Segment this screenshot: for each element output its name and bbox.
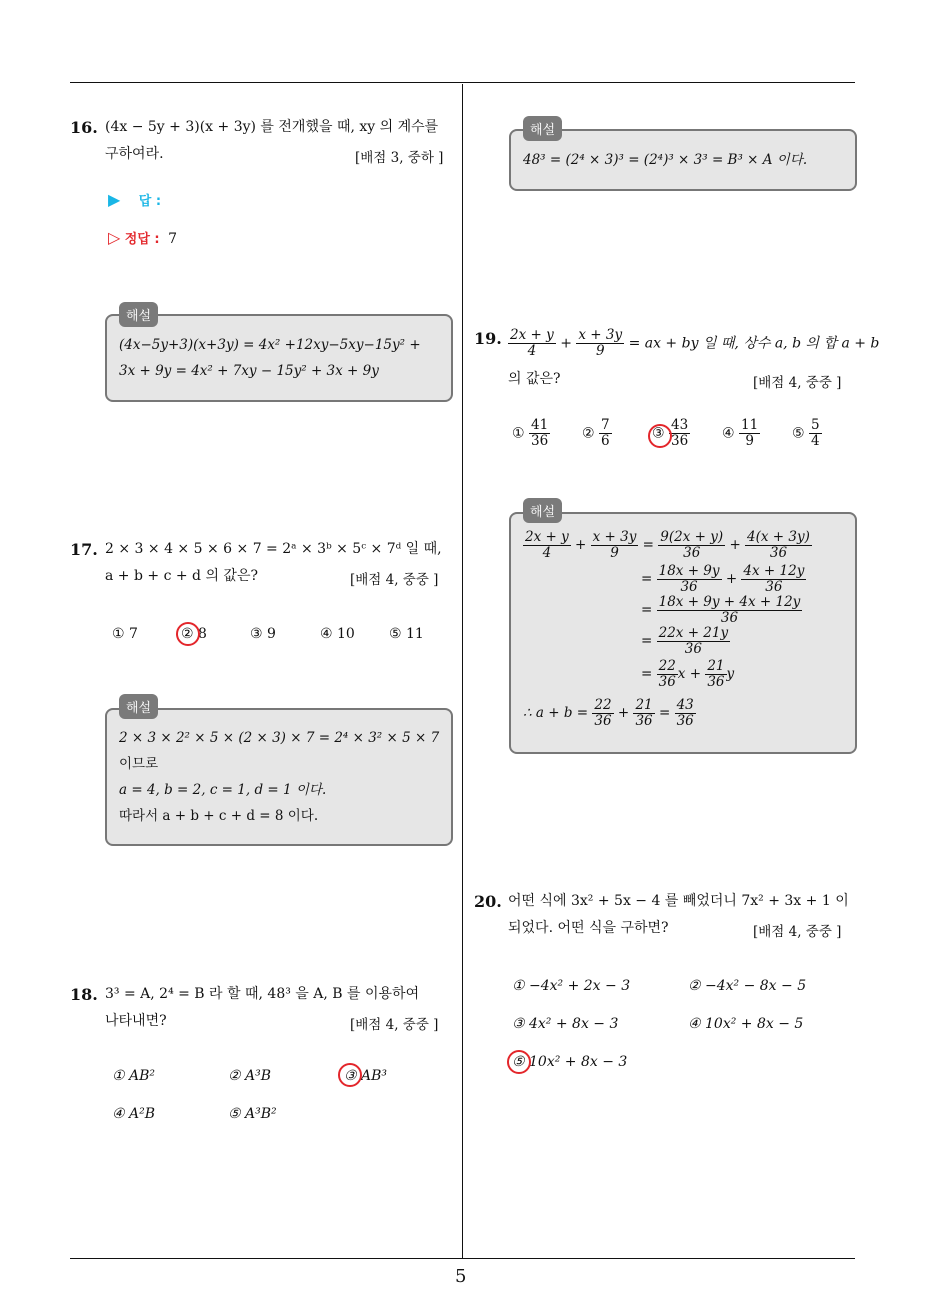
solution-16-line2: 3x + 9y = 4x² + 7xy − 15y² + 3x + 9y — [119, 363, 379, 379]
solution-tag-17: 해설 — [119, 694, 158, 719]
choice-18-5[interactable]: ⑤ A³B² — [228, 1106, 277, 1122]
choice-19-1[interactable]: ① $\frac{41}{36}$ — [512, 417, 549, 449]
question-18-line2: 나타내면? — [105, 1013, 167, 1029]
question-number-16: 16. — [70, 118, 98, 137]
choices-19 — [512, 418, 842, 449]
solution-19-line3: = $\frac{18x + 9y + 4x + 12y}{36}$ — [641, 594, 801, 626]
outline-play-icon: ▷ — [108, 228, 121, 247]
question-number-19: 19. — [474, 329, 502, 348]
solution-tag-18: 해설 — [523, 116, 562, 141]
choice-18-1[interactable]: ① AB² — [112, 1068, 156, 1084]
answer-row — [108, 190, 161, 209]
question-20-meta: [배점 4, 중중 ] — [753, 924, 842, 940]
question-17-line1: 2 × 3 × 4 × 5 × 6 × 7 = 2ᵃ × 3ᵇ × 5ᶜ × 7ᵈ 일 때, — [105, 541, 442, 557]
play-icon: ▶ — [108, 190, 121, 209]
choice-20-5[interactable]: ⑤ 10x² + 8x − 3 — [512, 1054, 628, 1070]
question-16-meta: [배점 3, 중하 ] — [355, 150, 444, 166]
choice-18-3[interactable]: ③ AB³ — [344, 1068, 388, 1084]
question-17-meta: [배점 4, 중중 ] — [350, 572, 439, 588]
selected-answer-circle — [507, 1050, 531, 1074]
choice-19-3[interactable]: ③ $\frac{43}{36}$ — [652, 417, 689, 449]
question-16-line1: (4x − 5y + 3)(x + 3y) 를 전개했을 때, xy 의 계수를 — [105, 119, 439, 135]
question-number-20: 20. — [474, 892, 502, 911]
choice-20-2[interactable]: ② −4x² − 8x − 5 — [688, 978, 807, 994]
question-number-17: 17. — [70, 540, 98, 559]
fraction: $\frac{2x + y}{4}$ — [510, 327, 554, 359]
choice-20-4[interactable]: ④ 10x² + 8x − 5 — [688, 1016, 804, 1032]
question-19-line2: 의 값은? — [508, 371, 561, 387]
solution-17-line2: 이므로 — [119, 756, 159, 772]
choice-18-4[interactable]: ④ A²B — [112, 1106, 156, 1122]
choice-17-3[interactable]: ③ 9 — [250, 626, 276, 642]
choice-19-2[interactable]: ② $\frac{7}{6}$ — [582, 417, 610, 449]
choice-17-4[interactable]: ④ 10 — [320, 626, 355, 642]
question-17-line2: a + b + c + d 의 값은? — [105, 568, 258, 584]
solution-16-line1: (4x−5y+3)(x+3y) = 4x² +12xy−5xy−15y² + — [119, 337, 421, 353]
answer-label: 답 : — [138, 194, 162, 209]
choice-19-4[interactable]: ④ $\frac{11}{9}$ — [722, 417, 759, 449]
question-20-line1: 어떤 식에 3x² + 5x − 4 를 빼었더니 7x² + 3x + 1 이 — [508, 893, 849, 909]
choice-20-3[interactable]: ③ 4x² + 8x − 3 — [512, 1016, 619, 1032]
top-rule — [70, 82, 855, 83]
solution-19-line2: = $\frac{18x + 9y}{36}$ + $\frac{4x + 12y}{36}$ — [641, 563, 805, 595]
column-divider — [462, 84, 463, 1258]
page-number: 5 — [455, 1266, 467, 1287]
question-number-18: 18. — [70, 985, 98, 1004]
correct-value: 7 — [168, 231, 177, 247]
question-16-line2: 구하여라. — [105, 146, 164, 162]
solution-tag-19: 해설 — [523, 498, 562, 523]
choice-17-2[interactable]: ② 8 — [181, 626, 207, 642]
solution-17-line1: 2 × 3 × 2² × 5 × (2 × 3) × 7 = 2⁴ × 3² × 5 × 7 — [119, 730, 440, 746]
choice-17-1[interactable]: ① 7 — [112, 626, 138, 642]
choice-19-5[interactable]: ⑤ $\frac{5}{4}$ — [792, 417, 820, 449]
solution-19-line5: = $\frac{22}{36}$ x + $\frac{21}{36}$ y — [641, 658, 735, 690]
bottom-rule — [70, 1258, 855, 1259]
question-19-meta: [배점 4, 중중 ] — [753, 375, 842, 391]
question-18-meta: [배점 4, 중중 ] — [350, 1017, 439, 1033]
selected-answer-circle — [338, 1063, 362, 1087]
fraction: $\frac{x + 3y}{9}$ — [578, 327, 623, 359]
choice-17-5[interactable]: ⑤ 11 — [389, 626, 424, 642]
question-19-line1: $\frac{2x + y}{4}$ + $\frac{x + 3y}{9}$ = ax + by 일 때, 상수 a, b 의 합 a + b — [510, 327, 880, 359]
selected-answer-circle — [648, 424, 672, 448]
solution-19-line6: ∴ a + b = $\frac{22}{36}$ + $\frac{21}{36}$ = $\frac{43}{36}$ — [523, 697, 694, 729]
choice-20-1[interactable]: ① −4x² + 2x − 3 — [512, 978, 631, 994]
correct-label: 정답 : — [124, 232, 160, 247]
choice-18-2[interactable]: ② A³B — [228, 1068, 272, 1084]
solution-tag-16: 해설 — [119, 302, 158, 327]
solution-18-line: 48³ = (2⁴ × 3)³ = (2⁴)³ × 3³ = B³ × A 이다. — [523, 152, 808, 168]
question-18-line1: 3³ = A, 2⁴ = B 라 할 때, 48³ 을 A, B 를 이용하여 — [105, 986, 420, 1002]
correct-answer-row — [108, 228, 177, 247]
question-19-rest: = ax + by 일 때, 상수 a, b 의 합 a + b — [628, 335, 880, 352]
solution-17-line3: a = 4, b = 2, c = 1, d = 1 이다. — [119, 782, 327, 798]
solution-17-line4: 따라서 a + b + c + d = 8 이다. — [119, 808, 319, 824]
solution-19-line1: $\frac{2x + y}{4}$ + $\frac{x + 3y}{9}$ = $\frac{9(2x + y)}{36}$ + $\frac{4(x + 3y)}{36}$ — [525, 529, 810, 561]
selected-answer-circle — [176, 622, 200, 646]
question-20-line2: 되었다. 어떤 식을 구하면? — [508, 920, 669, 936]
solution-19-line4: = $\frac{22x + 21y}{36}$ — [641, 625, 729, 657]
